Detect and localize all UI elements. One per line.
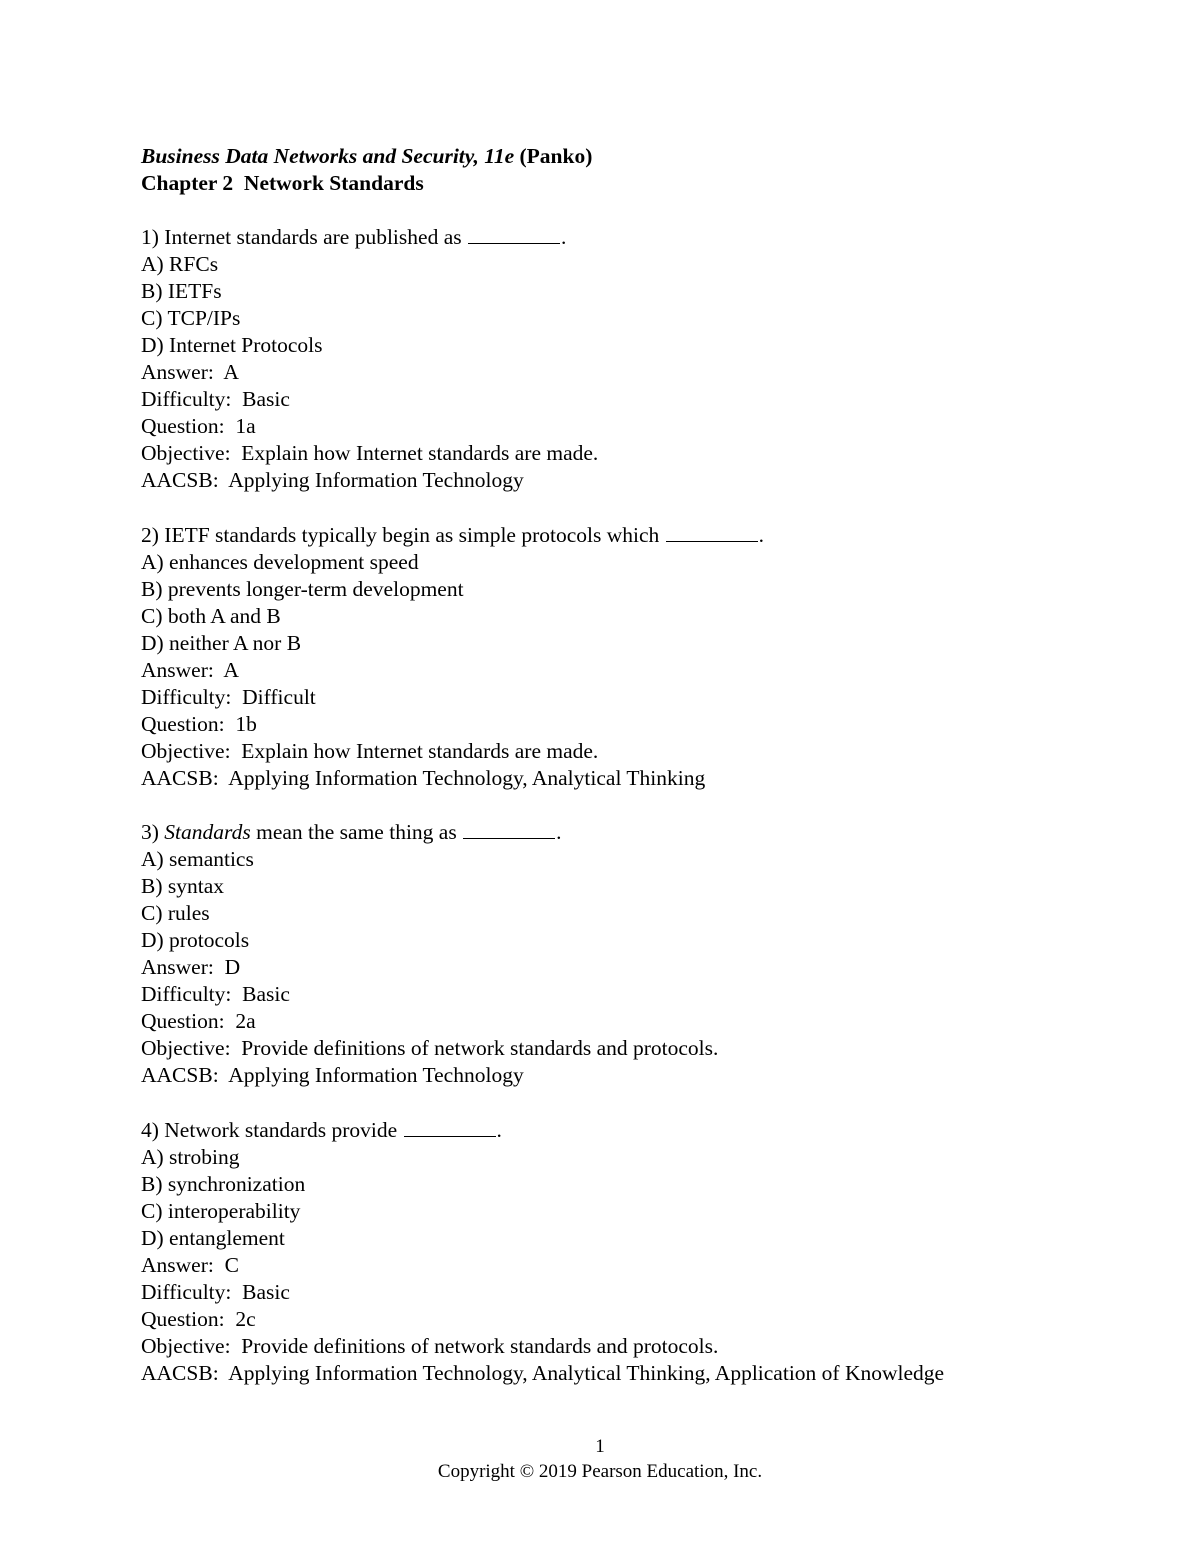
stem-number: 3) — [141, 820, 165, 844]
spacer — [141, 494, 1141, 522]
objective-line: Objective: Provide definitions of network standards and protocols. — [141, 1036, 719, 1060]
option-c: C) rules — [141, 901, 210, 925]
option-c: C) both A and B — [141, 603, 281, 628]
answer-blank — [404, 1118, 496, 1137]
answer-blank — [468, 225, 560, 244]
page-number: 1 — [595, 1436, 605, 1457]
stem-text: 1) Internet standards are published as — [141, 225, 467, 249]
difficulty-line: Difficulty: Difficult — [141, 684, 316, 709]
option-b: B) IETFs — [141, 279, 222, 303]
question-2 — [141, 522, 1141, 792]
question-stem — [141, 224, 1141, 251]
document-content — [141, 143, 1141, 1387]
question-stem — [141, 819, 1141, 846]
answer-line: Answer: D — [141, 955, 241, 979]
question-4 — [141, 1117, 1141, 1387]
option-a: A) strobing — [141, 1144, 240, 1169]
stem-end: . — [758, 522, 765, 547]
book-author: (Panko) — [519, 144, 593, 168]
copyright-notice: Copyright © 2019 Pearson Education, Inc. — [437, 1461, 763, 1482]
aacsb-line: AACSB: Applying Information Technology, Analytical Thinking — [141, 765, 706, 790]
answer-blank — [666, 523, 758, 542]
stem-end: . — [556, 820, 562, 844]
spacer — [141, 197, 1141, 224]
answer-line: Answer: A — [141, 657, 239, 682]
stem-end: . — [496, 1117, 502, 1142]
answer-blank — [463, 820, 555, 839]
document-title — [141, 143, 1141, 170]
stem-text: mean the same thing as — [250, 820, 463, 844]
option-a: A) RFCs — [141, 252, 219, 276]
book-title: Business Data Networks and Security, 11e — [141, 144, 515, 168]
answer-line: Answer: C — [141, 1252, 239, 1277]
spacer — [141, 1089, 1141, 1117]
option-c: C) TCP/IPs — [141, 306, 241, 330]
stem-end: . — [560, 225, 567, 249]
stem-text: 2) IETF standards typically begin as simple protocols which — [141, 522, 665, 547]
option-a: A) semantics — [141, 847, 254, 871]
chapter-heading: Chapter 2 Network Standards — [141, 171, 424, 195]
option-a: A) enhances development speed — [141, 549, 419, 574]
option-d: D) entanglement — [141, 1225, 285, 1250]
aacsb-line: AACSB: Applying Information Technology, Analytical Thinking, Application of Knowledge — [141, 1360, 945, 1385]
objective-line: Objective: Explain how Internet standards are made. — [141, 738, 599, 763]
question-id-line: Question: 2c — [141, 1306, 256, 1331]
option-c: C) interoperability — [141, 1198, 301, 1223]
difficulty-line: Difficulty: Basic — [141, 982, 290, 1006]
question-1 — [141, 224, 1141, 494]
stem-italic-term: Standards — [164, 820, 251, 844]
aacsb-line: AACSB: Applying Information Technology — [141, 1063, 524, 1087]
stem-text: 4) Network standards provide — [141, 1117, 403, 1142]
answer-line: Answer: A — [141, 360, 239, 384]
option-b: B) synchronization — [141, 1171, 306, 1196]
question-3 — [141, 819, 1141, 1089]
question-id-line: Question: 1a — [141, 414, 256, 438]
question-stem — [141, 1117, 1141, 1144]
option-d: D) protocols — [141, 928, 250, 952]
objective-line: Objective: Explain how Internet standards are made. — [141, 441, 599, 465]
difficulty-line: Difficulty: Basic — [141, 1279, 290, 1304]
option-d: D) neither A nor B — [141, 630, 302, 655]
question-id-line: Question: 1b — [141, 711, 257, 736]
spacer — [141, 792, 1141, 820]
question-stem — [141, 522, 1141, 549]
option-b: B) syntax — [141, 874, 225, 898]
objective-line: Objective: Provide definitions of network standards and protocols. — [141, 1333, 719, 1358]
option-d: D) Internet Protocols — [141, 333, 323, 357]
question-id-line: Question: 2a — [141, 1009, 256, 1033]
difficulty-line: Difficulty: Basic — [141, 387, 290, 411]
option-b: B) prevents longer-term development — [141, 576, 464, 601]
aacsb-line: AACSB: Applying Information Technology — [141, 468, 524, 492]
